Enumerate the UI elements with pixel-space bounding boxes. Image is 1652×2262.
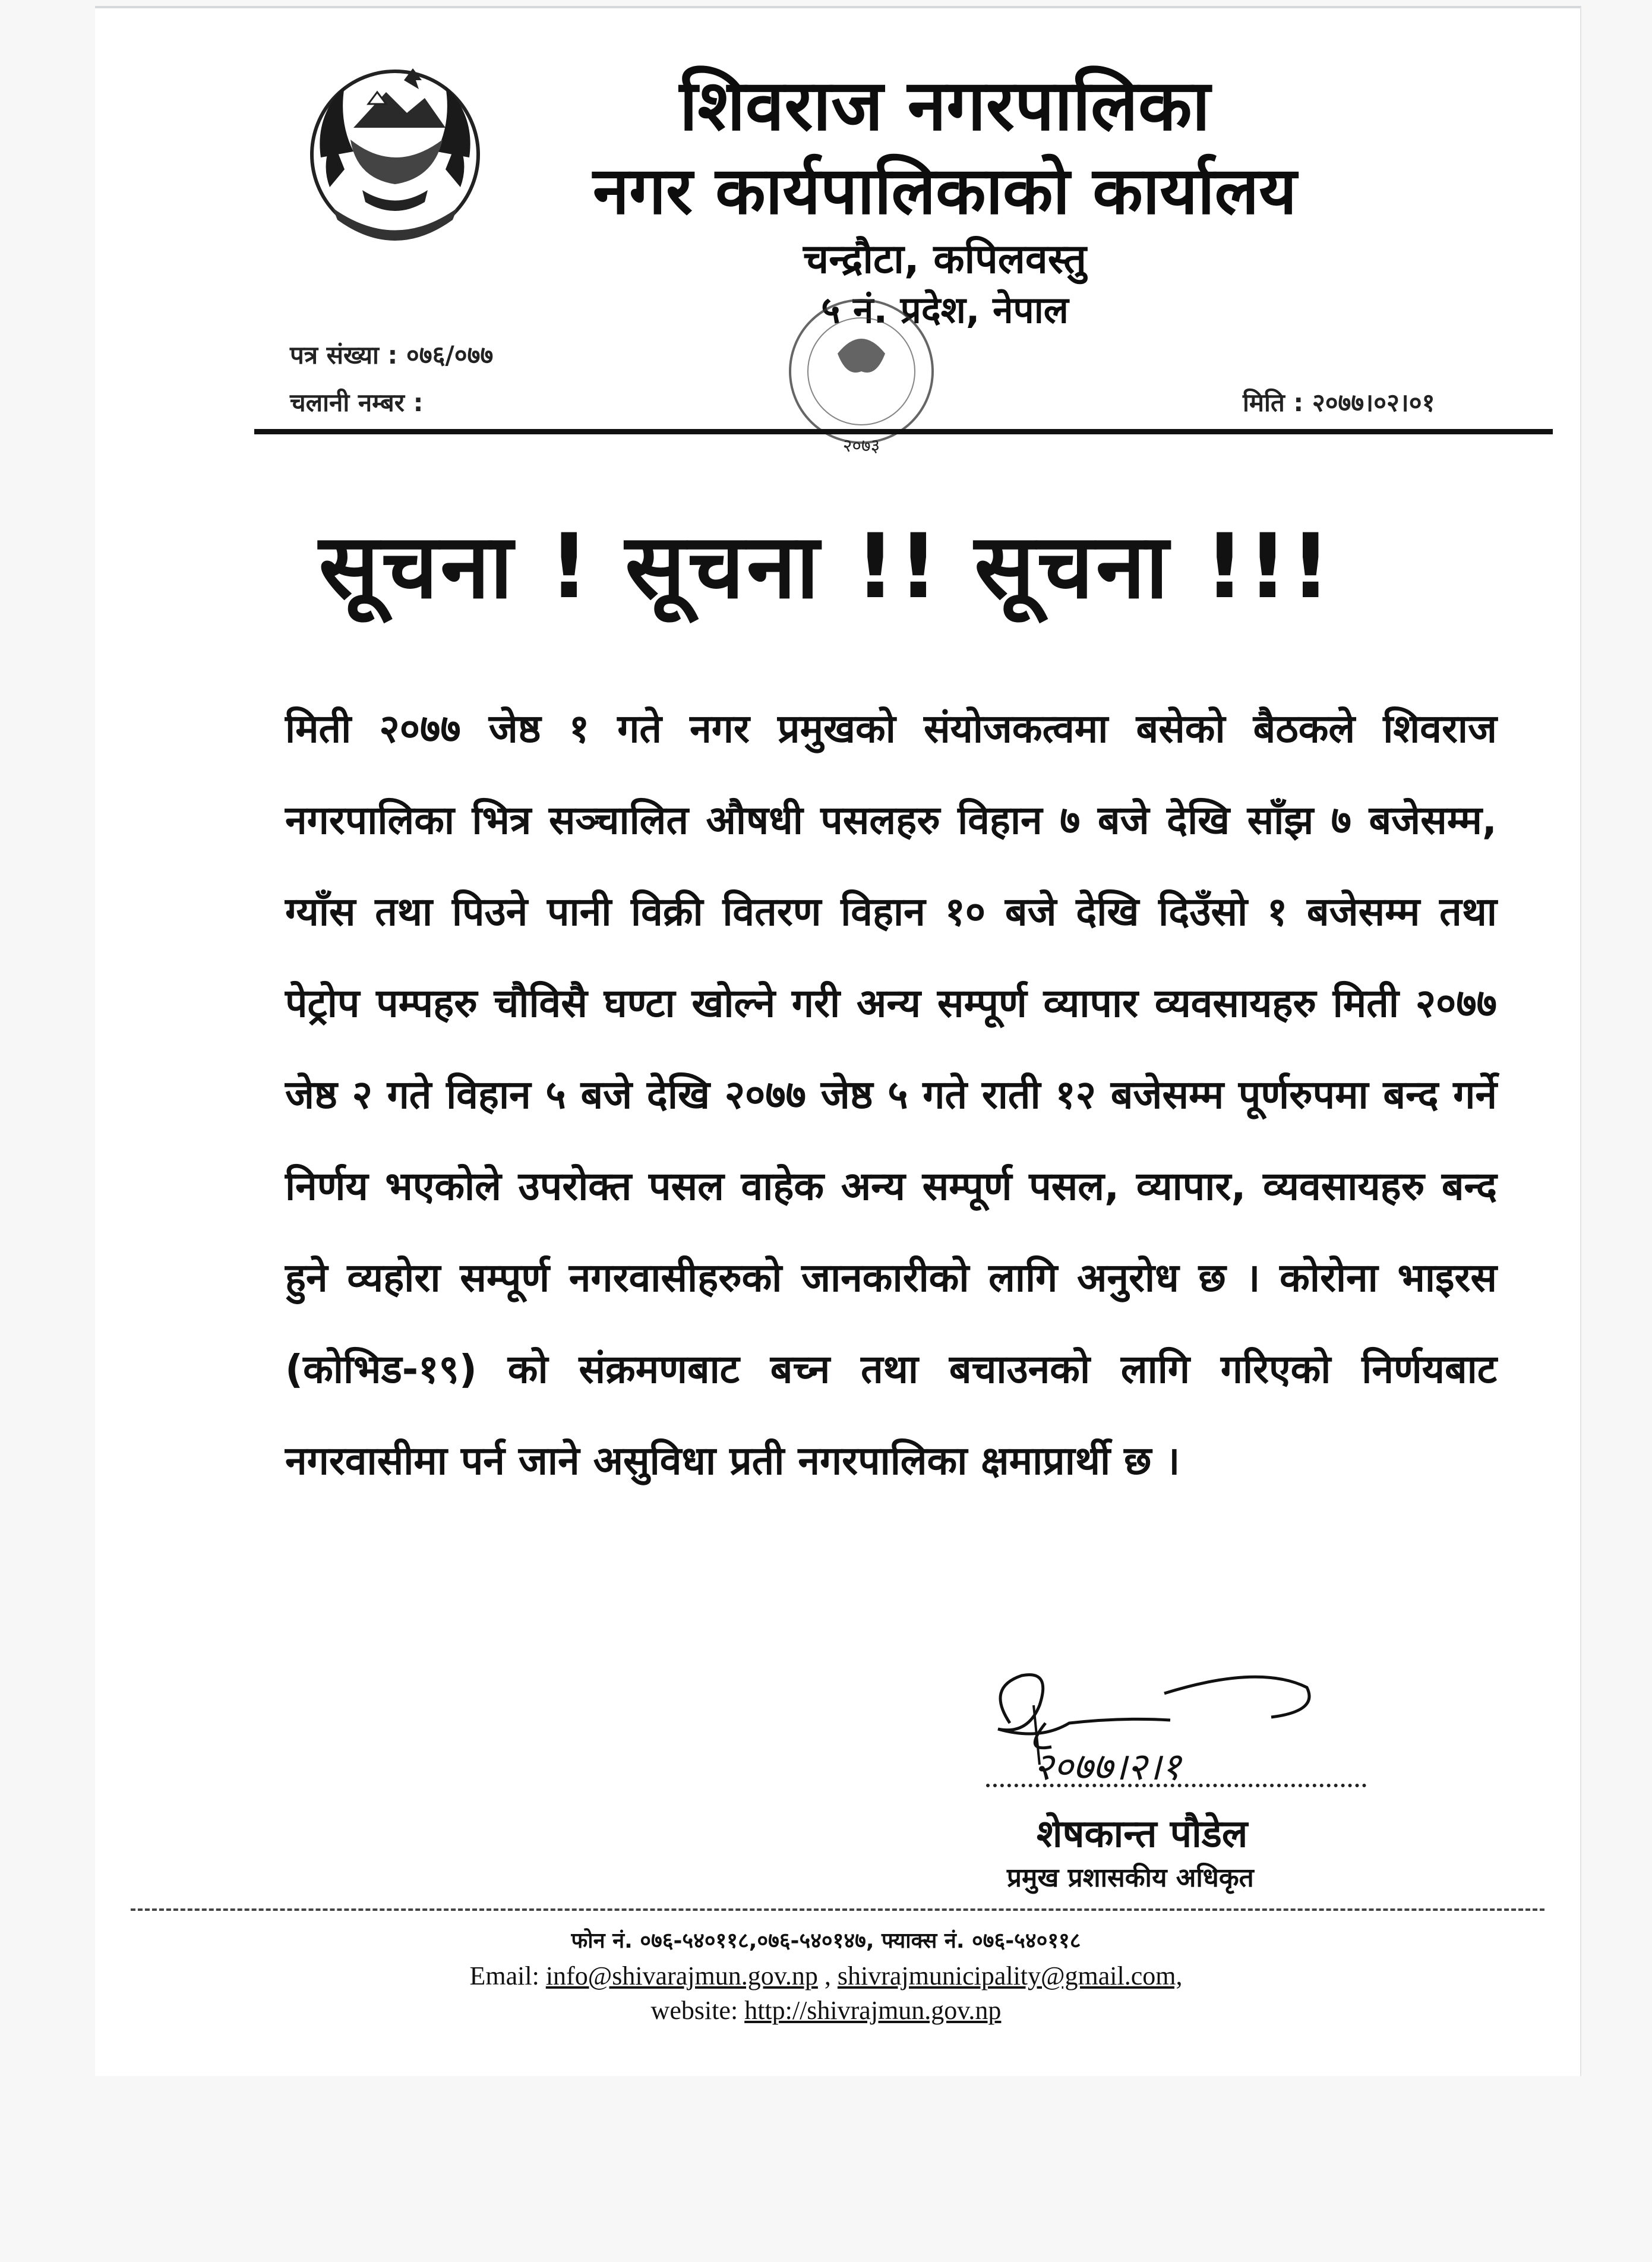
stamp-year: २०७३ xyxy=(842,436,880,456)
dispatch-number: चलानी नम्बर : xyxy=(290,388,424,417)
letter-date: मिति : २०७७।०२।०१ xyxy=(1243,388,1435,417)
office-name-line2: नगर कार्यपालिकाको कार्यालय xyxy=(593,153,1297,229)
footer-divider xyxy=(131,1908,1544,1911)
signatory-designation: प्रमुख प्रशासकीय अधिकृत xyxy=(1007,1863,1254,1893)
footer-email-line xyxy=(0,1961,1652,1991)
office-province-line: ५ नं. प्रदेश, नेपाल xyxy=(821,288,1069,332)
website-label: website: xyxy=(650,1996,738,2025)
notice-title: सूचना ! सूचना !! सूचना !!! xyxy=(318,515,1334,619)
letter-number: पत्र संख्या : ०७६/०७७ xyxy=(290,340,494,370)
header-divider xyxy=(254,429,1553,434)
signatory-name: शेषकान्त पौडेल xyxy=(1037,1812,1248,1856)
email-link-primary[interactable]: info@shivarajmun.gov.np xyxy=(545,1961,818,1990)
website-link[interactable]: http://shivrajmun.gov.np xyxy=(744,1996,1002,2025)
email-label: Email: xyxy=(469,1961,539,1990)
office-name-line1: शिवराज नगरपालिका xyxy=(679,64,1211,146)
signature-dotted-line xyxy=(986,1784,1366,1787)
handwritten-signature xyxy=(974,1652,1378,1806)
email-link-secondary[interactable]: shivrajmunicipality@gmail.com, xyxy=(837,1961,1183,1990)
footer-phone: फोन नं. ०७६-५४०११८,०७६-५४०१४७, फ्याक्स नं. ०७६-५४०११८ xyxy=(571,1929,1081,1953)
notice-body: मिती २०७७ जेष्ठ १ गते नगर प्रमुखको संयोजकत्वमा बसेको बैठकले शिवराज नगरपालिका भित्र सञ्चालित औषधी पसलहरु विहान ७ बजे देखि साँझ ७ बजेसम्म, ग्याँस तथा पिउने पानी विक्री वितरण विहान १० बजे देखि दिउँसो १ बजेसम्म तथा पेट्रोप पम्पहरु चौविसै घण्टा खोल्ने गरी अन्य सम्पूर्ण व्यापार व्यवसायहरु मिती २०७७ जेष्ठ २ गते विहान ५ बजे देखि २०७७ जेष्ठ ५ गते राती १२ बजेसम्म पूर्णरुपमा बन्द गर्ने निर्णय भएकोले उपरोक्त पसल वाहेक अन्य सम्पूर्ण पसल, व्यापार, व्यवसायहरु बन्द हुने व्यहोरा सम्पूर्ण नगरवासीहरुको जानकारीको लागि अनुरोध छ । कोरोना भाइरस (कोभिड-१९) को संक्रमणबाट बच्न तथा बचाउनको लागि गरिएको निर्णयबाट नगरवासीमा पर्न जाने असुविधा प्रती नगरपालिका क्षमाप्रार्थी छ । xyxy=(285,706,1497,1484)
office-address-line: चन्द्रौटा, कपिलवस्तु xyxy=(803,236,1086,283)
email-separator: , xyxy=(824,1961,831,1990)
footer-website-line xyxy=(0,1995,1652,2026)
handwritten-date: २०७७।२।१ xyxy=(1034,1745,1182,1789)
